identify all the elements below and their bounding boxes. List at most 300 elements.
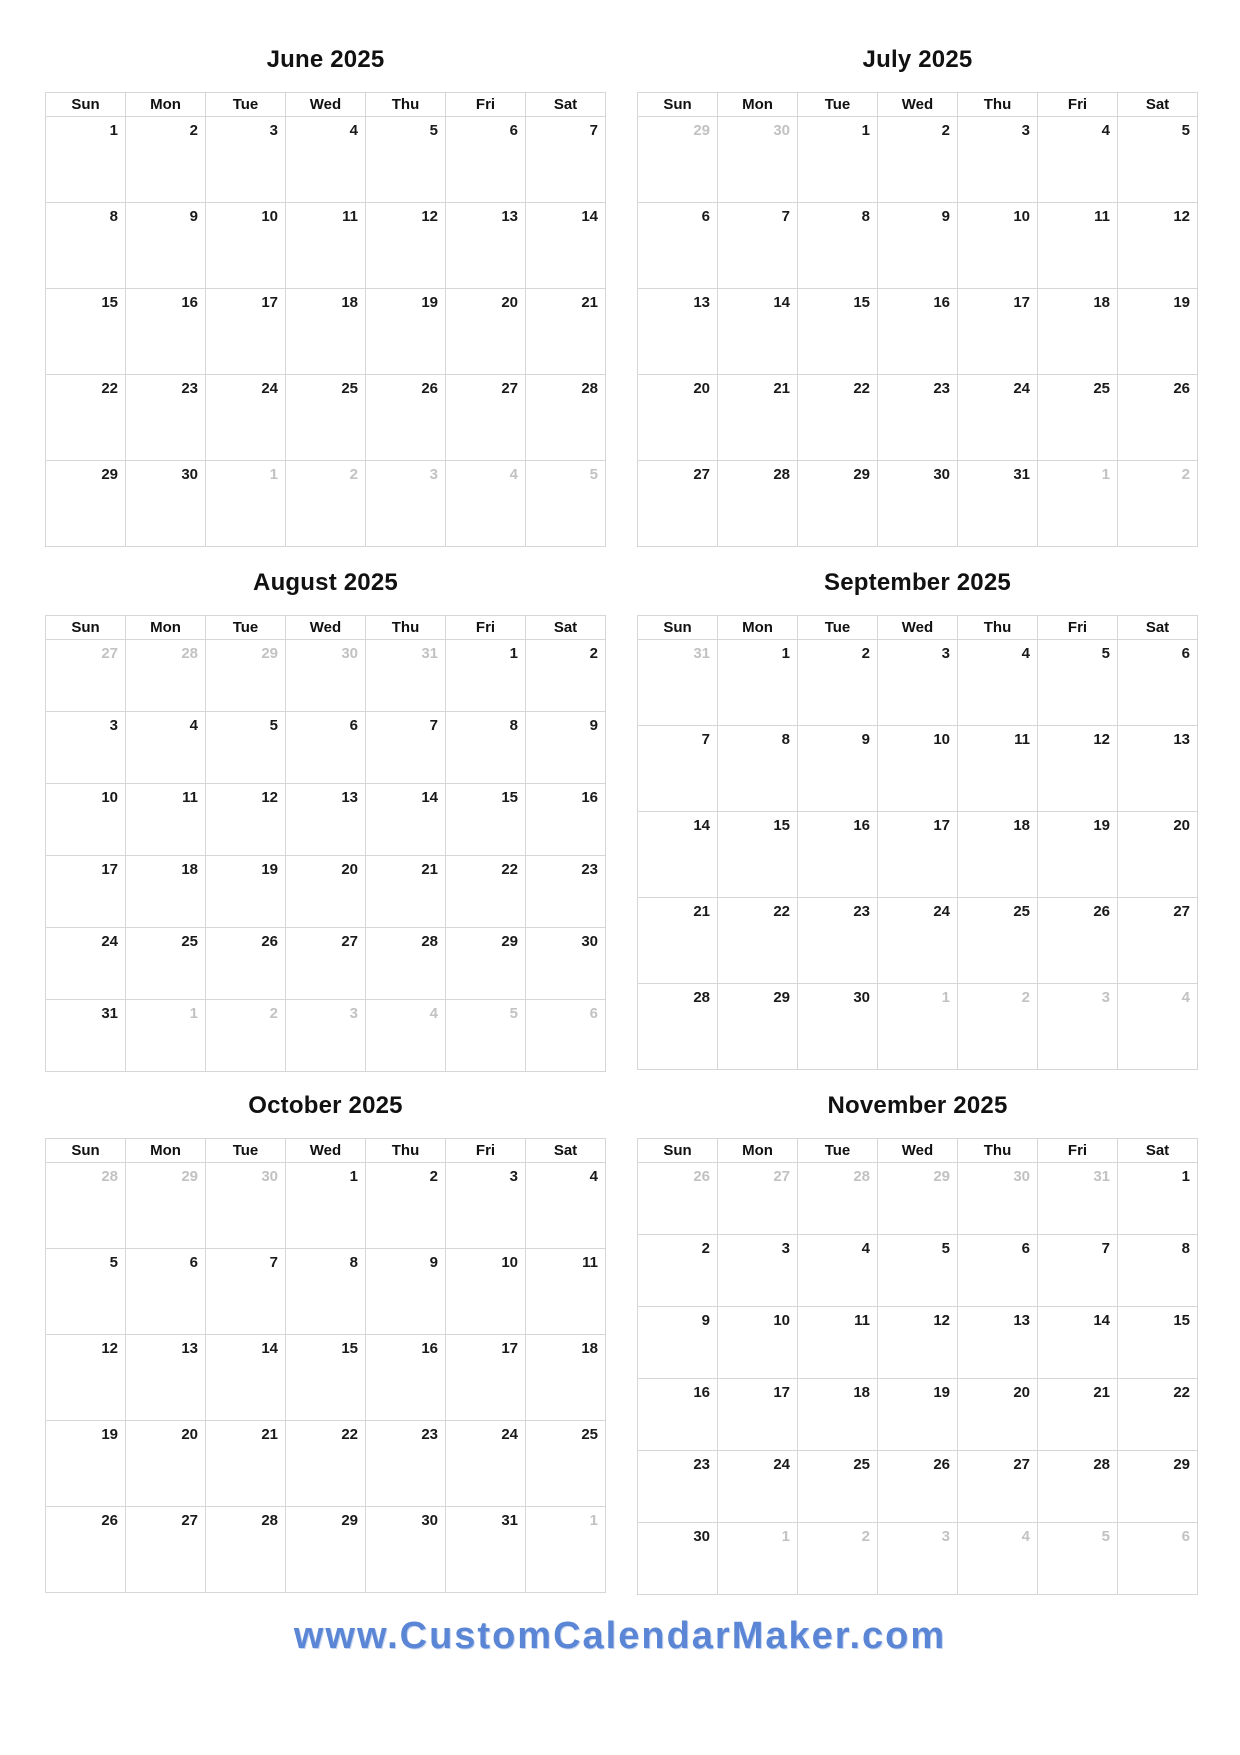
day-cell-outside-month: 30 (286, 640, 366, 712)
day-cell-outside-month: 31 (366, 640, 446, 712)
day-cell: 28 (718, 461, 798, 547)
day-cell: 7 (1038, 1235, 1118, 1307)
day-cell: 23 (798, 898, 878, 984)
day-cell: 12 (1118, 203, 1198, 289)
day-cell: 9 (526, 712, 606, 784)
day-cell-outside-month: 1 (526, 1507, 606, 1593)
day-cell: 29 (718, 984, 798, 1070)
day-cell: 14 (206, 1335, 286, 1421)
day-cell: 20 (1118, 812, 1198, 898)
weekday-header-tue: Tue (206, 93, 286, 117)
day-cell: 21 (366, 856, 446, 928)
day-cell: 2 (798, 640, 878, 726)
week-row (46, 784, 606, 856)
day-cell: 25 (526, 1421, 606, 1507)
day-cell: 10 (46, 784, 126, 856)
day-cell: 27 (446, 375, 526, 461)
day-cell: 2 (126, 117, 206, 203)
week-row (46, 1421, 606, 1507)
day-cell: 12 (1038, 726, 1118, 812)
day-cell: 25 (1038, 375, 1118, 461)
calendar-table (637, 92, 1198, 547)
day-cell: 25 (126, 928, 206, 1000)
weekday-header-sat: Sat (1118, 616, 1198, 640)
weekday-header-mon: Mon (126, 616, 206, 640)
day-cell: 11 (126, 784, 206, 856)
day-cell: 20 (638, 375, 718, 461)
week-row (46, 461, 606, 547)
weekday-header-sat: Sat (526, 1139, 606, 1163)
weekday-header-row (638, 93, 1198, 117)
day-cell: 30 (798, 984, 878, 1070)
day-cell-outside-month: 30 (958, 1163, 1038, 1235)
month-title: October 2025 (248, 1092, 403, 1119)
day-cell: 18 (1038, 289, 1118, 375)
day-cell: 15 (1118, 1307, 1198, 1379)
day-cell: 2 (526, 640, 606, 712)
weekday-header-row (638, 1139, 1198, 1163)
day-cell: 18 (798, 1379, 878, 1451)
day-cell: 3 (958, 117, 1038, 203)
day-cell: 9 (798, 726, 878, 812)
day-cell: 8 (286, 1249, 366, 1335)
weekday-header-row (46, 1139, 606, 1163)
day-cell: 20 (286, 856, 366, 928)
day-cell: 17 (718, 1379, 798, 1451)
day-cell: 2 (638, 1235, 718, 1307)
day-cell: 14 (718, 289, 798, 375)
day-cell: 30 (366, 1507, 446, 1593)
weekday-header-thu: Thu (958, 1139, 1038, 1163)
week-row (46, 1335, 606, 1421)
weekday-header-wed: Wed (878, 616, 958, 640)
weekday-header-row (46, 1139, 606, 1163)
week-row (638, 812, 1198, 898)
day-cell: 24 (206, 375, 286, 461)
day-cell: 1 (718, 640, 798, 726)
day-cell: 7 (718, 203, 798, 289)
week-row (638, 203, 1198, 289)
day-cell-outside-month: 30 (718, 117, 798, 203)
day-cell: 6 (126, 1249, 206, 1335)
weekday-header-sun: Sun (638, 93, 718, 117)
week-row (638, 640, 1198, 726)
weekday-header-fri: Fri (1038, 1139, 1118, 1163)
day-cell-outside-month: 29 (126, 1163, 206, 1249)
weekday-header-thu: Thu (366, 1139, 446, 1163)
weekday-header-row (46, 616, 606, 640)
weekday-header-row (638, 93, 1198, 117)
day-cell: 13 (286, 784, 366, 856)
week-row (46, 1249, 606, 1335)
day-cell: 18 (126, 856, 206, 928)
month-title: September 2025 (824, 569, 1011, 596)
day-cell: 23 (878, 375, 958, 461)
day-cell-outside-month: 3 (1038, 984, 1118, 1070)
month-section-september-2025 (637, 553, 1198, 1076)
day-cell: 26 (206, 928, 286, 1000)
day-cell: 4 (1038, 117, 1118, 203)
day-cell-outside-month: 4 (1118, 984, 1198, 1070)
week-row (638, 1451, 1198, 1523)
month-title: November 2025 (827, 1092, 1008, 1119)
weekday-header-wed: Wed (286, 93, 366, 117)
day-cell: 22 (718, 898, 798, 984)
day-cell: 22 (46, 375, 126, 461)
day-cell: 5 (878, 1235, 958, 1307)
weekday-header-sun: Sun (46, 616, 126, 640)
day-cell: 8 (446, 712, 526, 784)
day-cell-outside-month: 4 (446, 461, 526, 547)
weekday-header-sun: Sun (638, 616, 718, 640)
week-row (638, 1163, 1198, 1235)
day-cell: 21 (638, 898, 718, 984)
month-section-july-2025 (637, 30, 1198, 553)
day-cell: 14 (366, 784, 446, 856)
day-cell-outside-month: 2 (798, 1523, 878, 1595)
day-cell: 9 (878, 203, 958, 289)
day-cell: 30 (878, 461, 958, 547)
day-cell-outside-month: 27 (718, 1163, 798, 1235)
day-cell: 23 (126, 375, 206, 461)
day-cell: 26 (366, 375, 446, 461)
day-cell: 24 (718, 1451, 798, 1523)
day-cell: 20 (958, 1379, 1038, 1451)
day-cell: 7 (526, 117, 606, 203)
day-cell: 24 (446, 1421, 526, 1507)
day-cell: 28 (366, 928, 446, 1000)
day-cell: 10 (446, 1249, 526, 1335)
day-cell-outside-month: 1 (878, 984, 958, 1070)
day-cell-outside-month: 5 (526, 461, 606, 547)
day-cell: 29 (286, 1507, 366, 1593)
week-row (46, 375, 606, 461)
day-cell-outside-month: 28 (126, 640, 206, 712)
day-cell: 4 (286, 117, 366, 203)
weekday-header-wed: Wed (878, 1139, 958, 1163)
day-cell: 17 (206, 289, 286, 375)
day-cell: 21 (206, 1421, 286, 1507)
day-cell: 13 (126, 1335, 206, 1421)
weekday-header-mon: Mon (126, 1139, 206, 1163)
day-cell: 1 (1118, 1163, 1198, 1235)
day-cell: 5 (206, 712, 286, 784)
day-cell: 3 (446, 1163, 526, 1249)
weekday-header-fri: Fri (446, 93, 526, 117)
day-cell: 19 (1118, 289, 1198, 375)
week-row (638, 1235, 1198, 1307)
day-cell: 2 (878, 117, 958, 203)
day-cell-outside-month: 1 (718, 1523, 798, 1595)
day-cell: 24 (46, 928, 126, 1000)
week-row (638, 898, 1198, 984)
weekday-header-tue: Tue (206, 1139, 286, 1163)
day-cell: 22 (1118, 1379, 1198, 1451)
day-cell: 4 (958, 640, 1038, 726)
day-cell-outside-month: 6 (1118, 1523, 1198, 1595)
day-cell: 8 (798, 203, 878, 289)
weekday-header-sat: Sat (526, 616, 606, 640)
day-cell: 13 (1118, 726, 1198, 812)
day-cell: 25 (958, 898, 1038, 984)
month-section-june-2025 (45, 30, 606, 553)
day-cell: 31 (958, 461, 1038, 547)
calendar-table (637, 615, 1198, 1070)
day-cell: 15 (46, 289, 126, 375)
weekday-header-sat: Sat (1118, 93, 1198, 117)
day-cell: 7 (206, 1249, 286, 1335)
day-cell: 5 (46, 1249, 126, 1335)
week-row (638, 375, 1198, 461)
day-cell-outside-month: 1 (206, 461, 286, 547)
day-cell: 30 (126, 461, 206, 547)
day-cell: 24 (878, 898, 958, 984)
weekday-header-fri: Fri (1038, 93, 1118, 117)
day-cell-outside-month: 2 (958, 984, 1038, 1070)
day-cell: 12 (366, 203, 446, 289)
day-cell: 26 (1038, 898, 1118, 984)
day-cell-outside-month: 31 (638, 640, 718, 726)
day-cell: 15 (286, 1335, 366, 1421)
day-cell: 17 (878, 812, 958, 898)
day-cell: 25 (798, 1451, 878, 1523)
day-cell-outside-month: 28 (798, 1163, 878, 1235)
day-cell: 26 (1118, 375, 1198, 461)
day-cell-outside-month: 4 (958, 1523, 1038, 1595)
calendar-table (45, 615, 606, 1072)
day-cell: 19 (366, 289, 446, 375)
week-row (46, 289, 606, 375)
day-cell: 3 (718, 1235, 798, 1307)
day-cell: 15 (718, 812, 798, 898)
day-cell: 28 (1038, 1451, 1118, 1523)
day-cell: 29 (1118, 1451, 1198, 1523)
day-cell: 4 (526, 1163, 606, 1249)
day-cell: 29 (798, 461, 878, 547)
day-cell: 16 (526, 784, 606, 856)
day-cell: 12 (878, 1307, 958, 1379)
day-cell: 9 (366, 1249, 446, 1335)
day-cell: 3 (46, 712, 126, 784)
day-cell: 29 (46, 461, 126, 547)
day-cell: 20 (126, 1421, 206, 1507)
week-row (638, 289, 1198, 375)
day-cell: 28 (206, 1507, 286, 1593)
day-cell: 14 (638, 812, 718, 898)
week-row (638, 461, 1198, 547)
weekday-header-fri: Fri (1038, 616, 1118, 640)
day-cell: 12 (206, 784, 286, 856)
weekday-header-sun: Sun (638, 1139, 718, 1163)
day-cell-outside-month: 31 (1038, 1163, 1118, 1235)
day-cell: 16 (366, 1335, 446, 1421)
day-cell: 11 (1038, 203, 1118, 289)
day-cell: 5 (1038, 640, 1118, 726)
weekday-header-tue: Tue (798, 616, 878, 640)
day-cell-outside-month: 2 (206, 1000, 286, 1072)
day-cell: 27 (126, 1507, 206, 1593)
week-row (638, 1307, 1198, 1379)
month-title: June 2025 (266, 46, 385, 73)
weekday-header-mon: Mon (718, 616, 798, 640)
day-cell: 28 (638, 984, 718, 1070)
day-cell: 1 (286, 1163, 366, 1249)
week-row (46, 856, 606, 928)
day-cell-outside-month: 28 (46, 1163, 126, 1249)
weekday-header-row (46, 616, 606, 640)
day-cell: 1 (446, 640, 526, 712)
weekday-header-thu: Thu (366, 616, 446, 640)
day-cell: 23 (366, 1421, 446, 1507)
weekday-header-wed: Wed (286, 1139, 366, 1163)
day-cell: 31 (446, 1507, 526, 1593)
day-cell: 31 (46, 1000, 126, 1072)
weekday-header-thu: Thu (958, 93, 1038, 117)
day-cell: 22 (446, 856, 526, 928)
day-cell: 4 (798, 1235, 878, 1307)
day-cell: 6 (1118, 640, 1198, 726)
day-cell: 16 (798, 812, 878, 898)
week-row (638, 726, 1198, 812)
week-row (638, 1379, 1198, 1451)
day-cell: 9 (638, 1307, 718, 1379)
day-cell: 26 (878, 1451, 958, 1523)
day-cell: 7 (366, 712, 446, 784)
weekday-header-tue: Tue (206, 616, 286, 640)
weekday-header-row (638, 1139, 1198, 1163)
day-cell: 19 (1038, 812, 1118, 898)
day-cell: 19 (878, 1379, 958, 1451)
week-row (46, 117, 606, 203)
weekday-header-row (46, 93, 606, 117)
day-cell: 3 (206, 117, 286, 203)
day-cell: 13 (446, 203, 526, 289)
day-cell: 11 (526, 1249, 606, 1335)
weekday-header-mon: Mon (126, 93, 206, 117)
day-cell: 8 (718, 726, 798, 812)
day-cell: 18 (286, 289, 366, 375)
weekday-header-tue: Tue (798, 93, 878, 117)
week-row (46, 1000, 606, 1072)
week-row (46, 640, 606, 712)
day-cell: 26 (46, 1507, 126, 1593)
day-cell: 20 (446, 289, 526, 375)
day-cell: 17 (446, 1335, 526, 1421)
day-cell-outside-month: 6 (526, 1000, 606, 1072)
weekday-header-wed: Wed (878, 93, 958, 117)
day-cell: 27 (638, 461, 718, 547)
month-section-october-2025 (45, 1076, 606, 1599)
day-cell: 4 (126, 712, 206, 784)
weekday-header-row (638, 616, 1198, 640)
day-cell: 13 (638, 289, 718, 375)
month-title: July 2025 (862, 46, 973, 73)
day-cell: 15 (446, 784, 526, 856)
weekday-header-mon: Mon (718, 93, 798, 117)
week-row (46, 928, 606, 1000)
day-cell: 30 (526, 928, 606, 1000)
week-row (46, 712, 606, 784)
day-cell: 27 (1118, 898, 1198, 984)
day-cell: 10 (206, 203, 286, 289)
day-cell: 30 (638, 1523, 718, 1595)
day-cell: 23 (638, 1451, 718, 1523)
day-cell: 10 (958, 203, 1038, 289)
day-cell: 6 (638, 203, 718, 289)
day-cell-outside-month: 3 (878, 1523, 958, 1595)
day-cell: 12 (46, 1335, 126, 1421)
day-cell: 22 (798, 375, 878, 461)
day-cell: 7 (638, 726, 718, 812)
day-cell: 28 (526, 375, 606, 461)
day-cell: 15 (798, 289, 878, 375)
day-cell: 18 (958, 812, 1038, 898)
day-cell: 11 (798, 1307, 878, 1379)
day-cell: 17 (46, 856, 126, 928)
day-cell: 6 (446, 117, 526, 203)
weekday-header-sat: Sat (1118, 1139, 1198, 1163)
day-cell: 3 (878, 640, 958, 726)
day-cell: 8 (1118, 1235, 1198, 1307)
day-cell: 17 (958, 289, 1038, 375)
day-cell-outside-month: 3 (366, 461, 446, 547)
day-cell: 11 (958, 726, 1038, 812)
day-cell-outside-month: 29 (206, 640, 286, 712)
day-cell: 6 (286, 712, 366, 784)
week-row (638, 1523, 1198, 1595)
weekday-header-wed: Wed (286, 616, 366, 640)
day-cell-outside-month: 4 (366, 1000, 446, 1072)
day-cell: 16 (878, 289, 958, 375)
weekday-header-mon: Mon (718, 1139, 798, 1163)
day-cell-outside-month: 27 (46, 640, 126, 712)
week-row (46, 203, 606, 289)
day-cell: 11 (286, 203, 366, 289)
week-row (638, 984, 1198, 1070)
week-row (638, 117, 1198, 203)
day-cell-outside-month: 5 (446, 1000, 526, 1072)
day-cell-outside-month: 26 (638, 1163, 718, 1235)
calendar-table (45, 1138, 606, 1593)
day-cell: 27 (286, 928, 366, 1000)
day-cell: 8 (46, 203, 126, 289)
weekday-header-sun: Sun (46, 1139, 126, 1163)
day-cell: 24 (958, 375, 1038, 461)
day-cell: 18 (526, 1335, 606, 1421)
day-cell: 19 (206, 856, 286, 928)
month-section-november-2025 (637, 1076, 1198, 1599)
day-cell: 10 (718, 1307, 798, 1379)
day-cell: 21 (1038, 1379, 1118, 1451)
day-cell: 1 (798, 117, 878, 203)
day-cell-outside-month: 2 (286, 461, 366, 547)
week-row (46, 1163, 606, 1249)
day-cell: 21 (718, 375, 798, 461)
calendar-table (45, 92, 606, 547)
day-cell-outside-month: 2 (1118, 461, 1198, 547)
day-cell: 2 (366, 1163, 446, 1249)
day-cell: 16 (126, 289, 206, 375)
day-cell: 5 (1118, 117, 1198, 203)
day-cell-outside-month: 30 (206, 1163, 286, 1249)
day-cell: 16 (638, 1379, 718, 1451)
day-cell: 23 (526, 856, 606, 928)
weekday-header-fri: Fri (446, 1139, 526, 1163)
day-cell: 1 (46, 117, 126, 203)
weekday-header-fri: Fri (446, 616, 526, 640)
day-cell: 10 (878, 726, 958, 812)
day-cell-outside-month: 3 (286, 1000, 366, 1072)
